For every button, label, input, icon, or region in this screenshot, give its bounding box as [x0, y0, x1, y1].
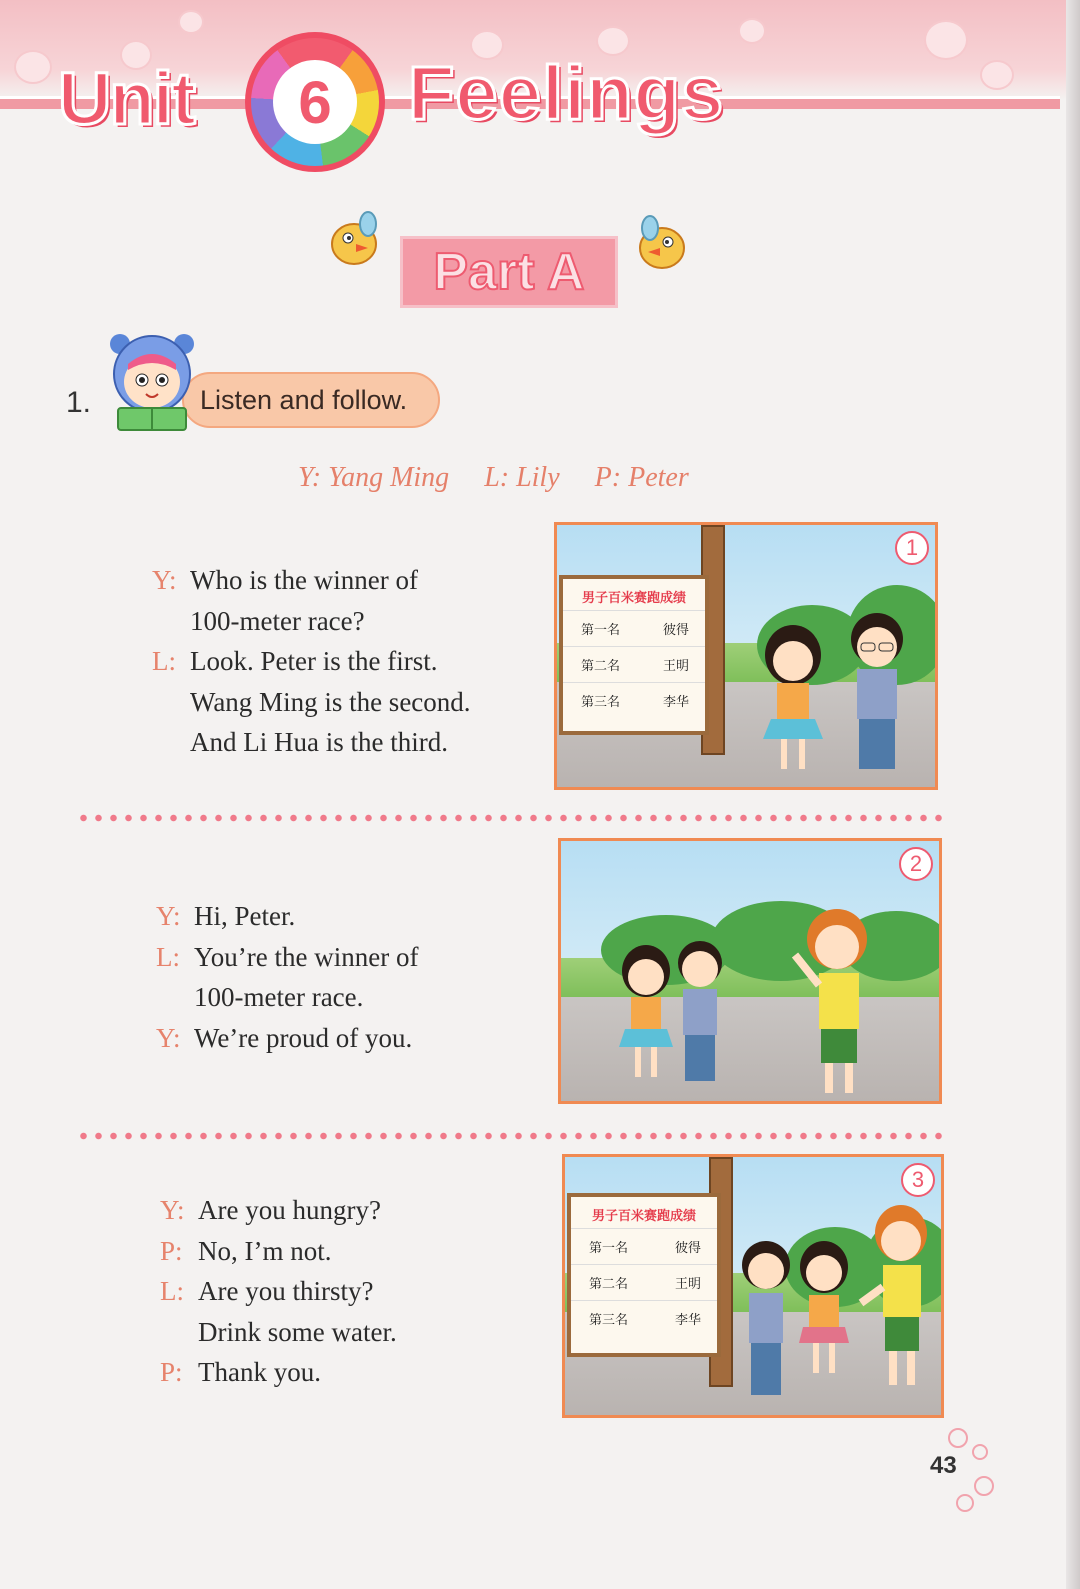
- line-text: Hi, Peter.: [194, 901, 296, 931]
- runner-name: 彼得: [662, 623, 689, 638]
- bubble-decoration: [972, 1444, 988, 1460]
- exercise-instruction-text: Listen and follow.: [200, 384, 408, 415]
- paw-print-decoration: [738, 18, 766, 44]
- dotted-separator: [76, 1132, 946, 1140]
- dialogue-line: [152, 682, 471, 723]
- runner-name: 王明: [674, 1277, 701, 1292]
- bird-icon: [318, 204, 388, 274]
- line-text: And Li Hua is the third.: [190, 727, 448, 757]
- bubble-decoration: [948, 1428, 968, 1448]
- bird-icon: [628, 210, 698, 280]
- speaker-label: L:: [160, 1276, 184, 1306]
- page-edge: [1066, 0, 1080, 1589]
- line-text: Who is the winner of: [190, 565, 418, 595]
- girl-lily-figure: [789, 1237, 859, 1397]
- dialogue-line: [152, 641, 471, 682]
- dialogue-line: [156, 977, 418, 1018]
- line-text: We’re proud of you.: [194, 1022, 413, 1053]
- place-label: 第一名: [581, 623, 621, 638]
- role-yang-ming: Y: Yang Ming: [298, 462, 450, 493]
- line-text: 100-meter race?: [190, 605, 365, 636]
- runner-name: 王明: [662, 659, 689, 674]
- speaker-label: Y:: [160, 1195, 185, 1225]
- speaker-label: L:: [156, 941, 180, 972]
- illustration-panel-2: [558, 838, 942, 1104]
- panel-number: 1: [895, 531, 929, 565]
- dialogue-1: [152, 560, 471, 763]
- paw-print-decoration: [980, 60, 1014, 90]
- place-label: 第三名: [581, 695, 621, 710]
- results-row: [571, 1264, 717, 1300]
- line-text: Drink some water.: [198, 1316, 397, 1347]
- boy-peter-figure: [781, 905, 891, 1101]
- panel-number: 3: [901, 1163, 935, 1197]
- page-number: 43: [930, 1452, 957, 1479]
- dotted-separator: [76, 814, 946, 822]
- part-label: Part A: [400, 236, 618, 308]
- dialogue-line: [152, 560, 471, 601]
- dialogue-line: [160, 1231, 397, 1272]
- runner-name: 李华: [674, 1313, 701, 1328]
- line-text: 100-meter race.: [194, 982, 364, 1012]
- unit-number: 6: [273, 60, 357, 144]
- runner-name: 李华: [662, 695, 689, 710]
- line-text: You’re the winner of: [194, 941, 419, 972]
- results-board-title: 男子百米赛跑成绩: [581, 591, 686, 606]
- paw-print-decoration: [924, 20, 968, 60]
- dialogue-line: [156, 1018, 418, 1059]
- reading-mascot-icon: [104, 330, 200, 434]
- role-peter: P: Peter: [594, 462, 689, 493]
- dialogue-line: [156, 896, 418, 937]
- line-text: Are you thirsty?: [198, 1276, 374, 1306]
- girl-lily-figure: [753, 621, 833, 781]
- dialogue-line: [160, 1190, 397, 1231]
- place-label: 第一名: [589, 1241, 629, 1256]
- exercise-number: 1.: [66, 386, 92, 419]
- dialogue-line: [156, 937, 418, 978]
- results-row: [571, 1228, 717, 1264]
- boy-yang-ming-figure: [837, 609, 917, 785]
- boy-yang-ming-figure: [665, 935, 735, 1095]
- results-row: [563, 610, 705, 646]
- speaker-label: P:: [160, 1357, 183, 1387]
- results-row: [563, 646, 705, 682]
- bubble-decoration: [974, 1476, 994, 1496]
- paw-print-decoration: [14, 50, 52, 84]
- dialogue-line: [152, 601, 471, 642]
- place-label: 第三名: [589, 1313, 629, 1328]
- boy-peter-figure: [855, 1199, 944, 1399]
- results-board: [567, 1193, 721, 1357]
- dialogue-line: [160, 1271, 397, 1312]
- unit-label: Unit: [58, 57, 194, 140]
- place-label: 第二名: [589, 1277, 629, 1292]
- bubble-decoration: [956, 1494, 974, 1512]
- speaker-label: L:: [152, 646, 176, 676]
- speaker-label: Y:: [156, 901, 181, 931]
- line-text: Wang Ming is the second.: [190, 686, 471, 717]
- panel-number: 2: [899, 847, 933, 881]
- results-row: [563, 682, 705, 718]
- results-board-title: 男子百米赛跑成绩: [591, 1209, 696, 1224]
- unit-title: Feelings: [408, 51, 725, 136]
- paw-print-decoration: [178, 10, 204, 34]
- speaker-label: Y:: [156, 1022, 181, 1053]
- line-text: Are you hungry?: [198, 1195, 381, 1225]
- dialogue-line: [160, 1312, 397, 1353]
- role-key: [298, 462, 717, 494]
- dialogue-3: [160, 1190, 397, 1393]
- dialogue-2: [156, 896, 418, 1058]
- line-text: Thank you.: [198, 1357, 321, 1387]
- illustration-panel-1: [554, 522, 938, 790]
- line-text: Look. Peter is the first.: [190, 646, 438, 676]
- unit-number-badge: [245, 32, 385, 172]
- results-board: [559, 575, 709, 735]
- illustration-panel-3: [562, 1154, 944, 1418]
- dialogue-line: [160, 1352, 397, 1393]
- dialogue-line: [152, 722, 471, 763]
- speaker-label: P:: [160, 1235, 183, 1266]
- place-label: 第二名: [581, 659, 621, 674]
- exercise-instruction: [182, 372, 440, 428]
- speaker-label: Y:: [152, 565, 177, 595]
- line-text: No, I’m not.: [198, 1235, 332, 1266]
- role-lily: L: Lily: [484, 462, 560, 493]
- runner-name: 彼得: [674, 1241, 701, 1256]
- results-row: [571, 1300, 717, 1336]
